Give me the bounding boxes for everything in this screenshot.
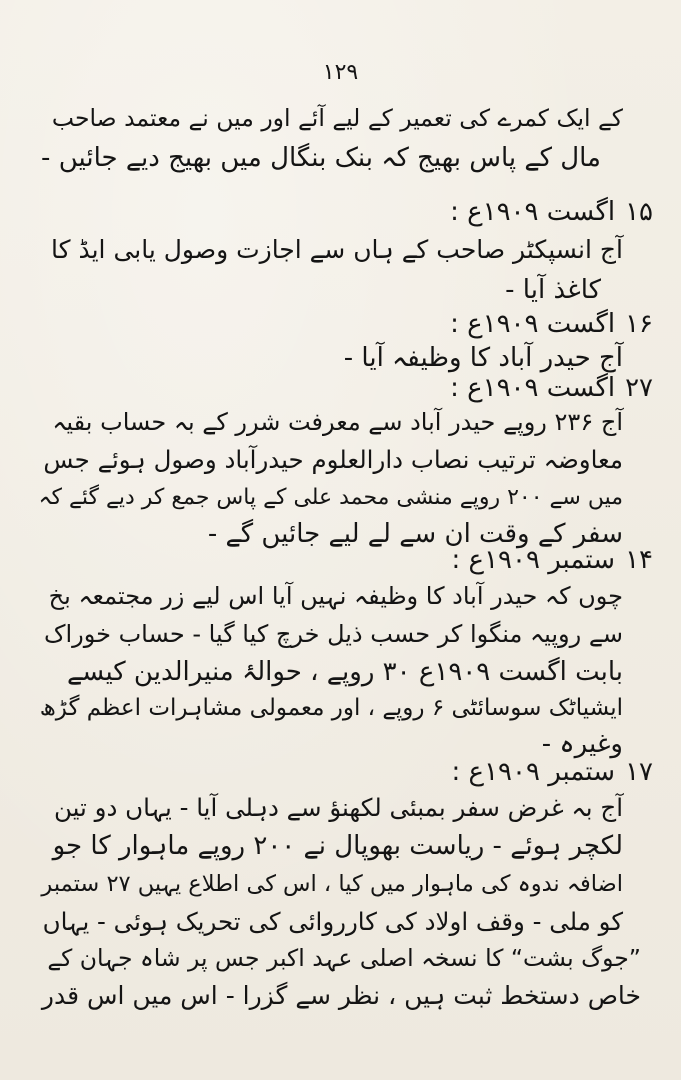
entry-date-heading bbox=[203, 752, 653, 792]
text-line: کے ایک کمرے کی تعمیر کے لیے آئے اور میں نے معتمد صاحب bbox=[51, 104, 623, 132]
text-line: میں سے ۲۰۰ روپے منشی محمد علی کے پاس جمع کر دیے گئے کہ bbox=[38, 485, 623, 510]
entry-date-heading bbox=[203, 192, 653, 232]
text-line: مال کے پاس بھیج کہ بنک بنگال میں بھیج دیے جائیں - bbox=[41, 143, 601, 173]
text-line: چوں کہ حیدر آباد کا وظیفہ نہیں آیا اس لیے زر مجتمعہ بخ bbox=[48, 582, 623, 610]
text-line: آج بہ غرض سفر بمبئی لکھنؤ سے دہلی آیا - یہاں دو تین bbox=[53, 793, 623, 822]
text-line: کو ملی - وقف اولاد کی کارروائی کی تحریک ہوئی - یہاں bbox=[42, 907, 623, 936]
entry-day: ۱۴ bbox=[625, 545, 653, 575]
entry-day: ۱۷ bbox=[625, 757, 653, 787]
entry-date-heading bbox=[203, 540, 653, 580]
text-line: آج حیدر آباد کا وظیفہ آیا - bbox=[343, 343, 623, 373]
text-line: معاوضہ ترتیب نصاب دارالعلوم حیدرآباد وصول ہوئے جس bbox=[43, 445, 623, 474]
text-line: کاغذ آیا - bbox=[505, 275, 601, 305]
text-line: سے روپیہ منگوا کر حسب ذیل خرچ کیا گیا - حساب خوراک bbox=[43, 620, 623, 648]
text-line: خاص دستخط ثبت ہیں ، نظر سے گزرا - اس میں اس قدر bbox=[41, 981, 641, 1010]
text-line: آج ۲۳۶ روپے حیدر آباد سے معرفت شرر کے بہ حساب بقیہ bbox=[52, 408, 623, 436]
entry-date: ستمبر ۱۹۰۹ع : bbox=[451, 545, 616, 575]
entry-day: ۱۵ bbox=[625, 197, 653, 227]
text-line: اضافہ ندوہ کی ماہوار میں کیا ، اس کی اطلاع یہیں ۲۷ ستمبر bbox=[41, 871, 623, 897]
entry-date: اگست ۱۹۰۹ع : bbox=[450, 373, 616, 403]
text-line: آج انسپکٹر صاحب کے ہاں سے اجازت وصول یابی ایڈ کا bbox=[51, 235, 623, 264]
entry-date: اگست ۱۹۰۹ع : bbox=[450, 197, 616, 227]
text-line: ایشیاٹک سوسائٹی ۶ روپے ، اور معمولی مشاہرات اعظم گڑھ bbox=[39, 695, 623, 721]
text-line: وغیرہ - bbox=[541, 729, 623, 759]
entry-date: اگست ۱۹۰۹ع : bbox=[450, 309, 616, 339]
text-line: بابت اگست ۱۹۰۹ع ۳۰ روپے ، حوالۂ منیرالدین کیسے bbox=[67, 657, 623, 687]
entry-day: ۲۷ bbox=[625, 373, 653, 403]
text-line: لکچر ہوئے - ریاست بھوپال نے ۲۰۰ روپے ماہوار کا جو bbox=[52, 831, 623, 861]
entry-date: ستمبر ۱۹۰۹ع : bbox=[451, 757, 616, 787]
text-line: سفر کے وقت ان سے لے لیے جائیں گے - bbox=[207, 519, 623, 549]
page-number: ۱۲۹ bbox=[322, 60, 359, 85]
entry-day: ۱۶ bbox=[625, 309, 653, 339]
text-line: ”جوگ بشت“ کا نسخہ اصلی عہد اکبر جس پر شاہ جہان کے bbox=[47, 944, 641, 972]
